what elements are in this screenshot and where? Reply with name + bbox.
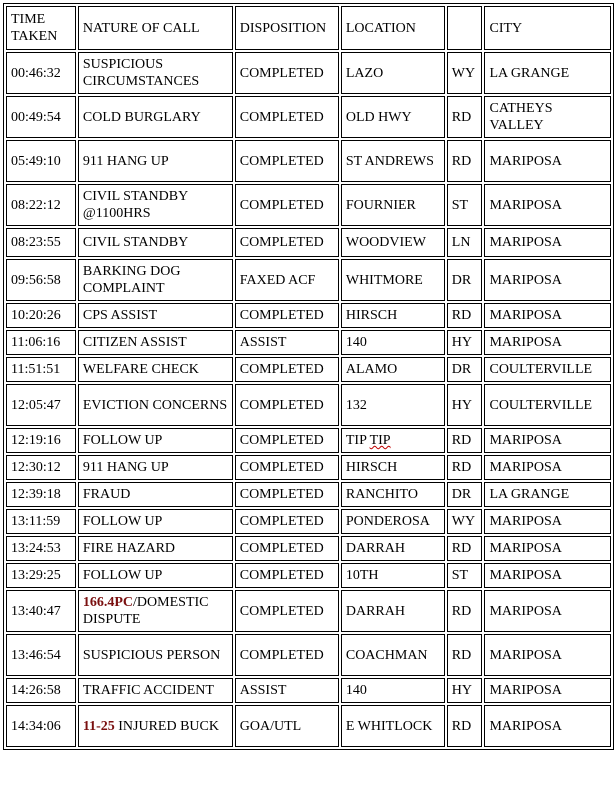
cell-city: LA GRANGE bbox=[484, 482, 611, 507]
nature-text: 911 HANG UP bbox=[82, 153, 169, 169]
header-location: LOCATION bbox=[341, 6, 445, 50]
cell-disposition: COMPLETED bbox=[235, 184, 339, 226]
cell-time: 11:06:16 bbox=[6, 330, 76, 355]
header-city: CITY bbox=[484, 6, 611, 50]
cell-suffix: RD bbox=[447, 705, 483, 747]
cell-suffix: RD bbox=[447, 96, 483, 138]
cell-city: COULTERVILLE bbox=[484, 357, 611, 382]
nature-text: FOLLOW UP bbox=[82, 433, 163, 448]
table-row bbox=[6, 428, 611, 453]
cell-suffix: RD bbox=[447, 303, 483, 328]
cell-disposition: COMPLETED bbox=[235, 509, 339, 534]
cell-nature bbox=[78, 509, 233, 534]
cell-time: 08:23:55 bbox=[6, 228, 76, 257]
cell-nature bbox=[78, 590, 233, 632]
cell-time: 11:51:51 bbox=[6, 357, 76, 382]
nature-text: CIVIL STANDBY @1100HRS bbox=[82, 189, 188, 221]
table-row bbox=[6, 455, 611, 480]
header-time: TIME TAKEN bbox=[6, 6, 76, 50]
cell-city: MARIPOSA bbox=[484, 303, 611, 328]
cell-suffix: DR bbox=[447, 357, 483, 382]
cell-nature bbox=[78, 303, 233, 328]
cell-time: 10:20:26 bbox=[6, 303, 76, 328]
cell-time: 12:39:18 bbox=[6, 482, 76, 507]
cell-nature bbox=[78, 184, 233, 226]
cell-city: MARIPOSA bbox=[484, 563, 611, 588]
table-row bbox=[6, 536, 611, 561]
table-row bbox=[6, 184, 611, 226]
nature-text: FOLLOW UP bbox=[82, 514, 163, 529]
cell-disposition: COMPLETED bbox=[235, 536, 339, 561]
cell-city: MARIPOSA bbox=[484, 678, 611, 703]
nature-text: BARKING DOG COMPLAINT bbox=[82, 264, 181, 296]
cell-disposition: COMPLETED bbox=[235, 303, 339, 328]
table-row bbox=[6, 330, 611, 355]
cell-suffix: WY bbox=[447, 52, 483, 94]
cell-location: TIP TIP bbox=[341, 428, 445, 453]
cell-nature bbox=[78, 52, 233, 94]
cell-disposition: COMPLETED bbox=[235, 590, 339, 632]
cell-city: MARIPOSA bbox=[484, 705, 611, 747]
cell-time: 13:11:59 bbox=[6, 509, 76, 534]
nature-text: 911 HANG UP bbox=[82, 460, 169, 475]
cell-suffix: HY bbox=[447, 678, 483, 703]
cell-suffix: RD bbox=[447, 590, 483, 632]
table-row bbox=[6, 563, 611, 588]
nature-text: FIRE HAZARD bbox=[82, 541, 176, 556]
cell-nature bbox=[78, 384, 233, 426]
cell-suffix: RD bbox=[447, 634, 483, 676]
cell-city: MARIPOSA bbox=[484, 330, 611, 355]
cell-nature bbox=[78, 482, 233, 507]
nature-text: CIVIL STANDBY bbox=[82, 235, 189, 250]
cell-disposition: COMPLETED bbox=[235, 52, 339, 94]
cell-location: 140 bbox=[341, 330, 445, 355]
cell-nature bbox=[78, 140, 233, 182]
cell-time: 09:56:58 bbox=[6, 259, 76, 301]
header-suffix bbox=[447, 6, 483, 50]
header-disposition: DISPOSITION bbox=[235, 6, 339, 50]
cell-disposition: COMPLETED bbox=[235, 228, 339, 257]
table-row bbox=[6, 634, 611, 676]
nature-text: WELFARE CHECK bbox=[82, 362, 199, 377]
cell-suffix: DR bbox=[447, 259, 483, 301]
cell-nature bbox=[78, 428, 233, 453]
table-row bbox=[6, 590, 611, 632]
cell-location: WOODVIEW bbox=[341, 228, 445, 257]
cell-city: LA GRANGE bbox=[484, 52, 611, 94]
cell-disposition: ASSIST bbox=[235, 678, 339, 703]
nature-text: COLD BURGLARY bbox=[82, 109, 201, 125]
nature-text: CITIZEN ASSIST bbox=[82, 335, 187, 350]
cell-suffix: ST bbox=[447, 563, 483, 588]
cell-suffix: RD bbox=[447, 455, 483, 480]
cell-disposition: COMPLETED bbox=[235, 455, 339, 480]
cell-location: 132 bbox=[341, 384, 445, 426]
cell-location: E WHITLOCK bbox=[341, 705, 445, 747]
cell-nature bbox=[78, 455, 233, 480]
cell-city: MARIPOSA bbox=[484, 509, 611, 534]
cell-time: 08:22:12 bbox=[6, 184, 76, 226]
cell-suffix: HY bbox=[447, 384, 483, 426]
cell-city: COULTERVILLE bbox=[484, 384, 611, 426]
cell-suffix: ST bbox=[447, 184, 483, 226]
cell-nature bbox=[78, 563, 233, 588]
cell-time: 13:24:53 bbox=[6, 536, 76, 561]
cell-location: COACHMAN bbox=[341, 634, 445, 676]
nature-text: FRAUD bbox=[82, 487, 131, 502]
cell-location: ALAMO bbox=[341, 357, 445, 382]
cell-location: OLD HWY bbox=[341, 96, 445, 138]
call-code: 166.4PC bbox=[82, 595, 134, 610]
cell-time: 13:29:25 bbox=[6, 563, 76, 588]
table-row bbox=[6, 678, 611, 703]
cell-nature bbox=[78, 259, 233, 301]
table-row bbox=[6, 259, 611, 301]
cell-disposition: COMPLETED bbox=[235, 357, 339, 382]
cell-location: FOURNIER bbox=[341, 184, 445, 226]
cell-disposition: COMPLETED bbox=[235, 96, 339, 138]
cell-city: MARIPOSA bbox=[484, 259, 611, 301]
cell-suffix: DR bbox=[447, 482, 483, 507]
cell-city: MARIPOSA bbox=[484, 634, 611, 676]
nature-text: EVICTION CONCERNS bbox=[82, 397, 228, 413]
cell-disposition: COMPLETED bbox=[235, 428, 339, 453]
cell-nature bbox=[78, 330, 233, 355]
cell-disposition: FAXED ACF bbox=[235, 259, 339, 301]
call-log-table bbox=[3, 3, 614, 750]
cell-location: ST ANDREWS bbox=[341, 140, 445, 182]
cell-nature bbox=[78, 536, 233, 561]
cell-time: 14:34:06 bbox=[6, 705, 76, 747]
cell-location: PONDEROSA bbox=[341, 509, 445, 534]
cell-nature bbox=[78, 357, 233, 382]
cell-suffix: HY bbox=[447, 330, 483, 355]
nature-text: FOLLOW UP bbox=[82, 568, 163, 583]
cell-time: 12:19:16 bbox=[6, 428, 76, 453]
cell-city: MARIPOSA bbox=[484, 228, 611, 257]
cell-suffix: RD bbox=[447, 428, 483, 453]
call-log-body bbox=[6, 52, 611, 747]
cell-suffix: RD bbox=[447, 536, 483, 561]
cell-time: 00:46:32 bbox=[6, 52, 76, 94]
table-row bbox=[6, 303, 611, 328]
cell-location: DARRAH bbox=[341, 536, 445, 561]
cell-disposition: COMPLETED bbox=[235, 482, 339, 507]
table-row bbox=[6, 96, 611, 138]
cell-time: 13:46:54 bbox=[6, 634, 76, 676]
cell-nature bbox=[78, 634, 233, 676]
cell-suffix: RD bbox=[447, 140, 483, 182]
table-row bbox=[6, 509, 611, 534]
table-row bbox=[6, 140, 611, 182]
cell-location: HIRSCH bbox=[341, 303, 445, 328]
cell-location: LAZO bbox=[341, 52, 445, 94]
cell-nature bbox=[78, 96, 233, 138]
cell-location: DARRAH bbox=[341, 590, 445, 632]
table-row bbox=[6, 705, 611, 747]
table-row bbox=[6, 52, 611, 94]
cell-suffix: WY bbox=[447, 509, 483, 534]
cell-location: WHITMORE bbox=[341, 259, 445, 301]
nature-text: SUSPICIOUS CIRCUMSTANCES bbox=[82, 57, 200, 89]
cell-time: 12:30:12 bbox=[6, 455, 76, 480]
cell-nature bbox=[78, 705, 233, 747]
cell-city: MARIPOSA bbox=[484, 536, 611, 561]
table-row bbox=[6, 482, 611, 507]
cell-location: 140 bbox=[341, 678, 445, 703]
cell-city: MARIPOSA bbox=[484, 140, 611, 182]
cell-disposition: GOA/UTL bbox=[235, 705, 339, 747]
cell-time: 00:49:54 bbox=[6, 96, 76, 138]
nature-text: SUSPICIOUS PERSON bbox=[82, 647, 221, 663]
cell-time: 12:05:47 bbox=[6, 384, 76, 426]
table-row bbox=[6, 228, 611, 257]
cell-suffix: LN bbox=[447, 228, 483, 257]
header-nature: NATURE OF CALL bbox=[78, 6, 233, 50]
cell-city: MARIPOSA bbox=[484, 455, 611, 480]
cell-disposition: COMPLETED bbox=[235, 140, 339, 182]
cell-location: RANCHITO bbox=[341, 482, 445, 507]
cell-time: 05:49:10 bbox=[6, 140, 76, 182]
cell-disposition: COMPLETED bbox=[235, 634, 339, 676]
nature-text: INJURED BUCK bbox=[114, 718, 219, 734]
cell-time: 13:40:47 bbox=[6, 590, 76, 632]
cell-location: 10TH bbox=[341, 563, 445, 588]
cell-city: MARIPOSA bbox=[484, 590, 611, 632]
cell-disposition: ASSIST bbox=[235, 330, 339, 355]
table-row bbox=[6, 384, 611, 426]
cell-city: MARIPOSA bbox=[484, 428, 611, 453]
table-row bbox=[6, 357, 611, 382]
cell-disposition: COMPLETED bbox=[235, 384, 339, 426]
cell-time: 14:26:58 bbox=[6, 678, 76, 703]
nature-text: TRAFFIC ACCIDENT bbox=[82, 683, 214, 698]
call-code: 11-25 bbox=[82, 718, 115, 734]
nature-text: CPS ASSIST bbox=[82, 308, 158, 323]
header-row bbox=[6, 6, 611, 50]
cell-nature bbox=[78, 678, 233, 703]
cell-disposition: COMPLETED bbox=[235, 563, 339, 588]
nature-text: /DOMESTIC DISPUTE bbox=[82, 595, 209, 627]
cell-location: HIRSCH bbox=[341, 455, 445, 480]
cell-nature bbox=[78, 228, 233, 257]
cell-city: CATHEYS VALLEY bbox=[484, 96, 611, 138]
cell-city: MARIPOSA bbox=[484, 184, 611, 226]
